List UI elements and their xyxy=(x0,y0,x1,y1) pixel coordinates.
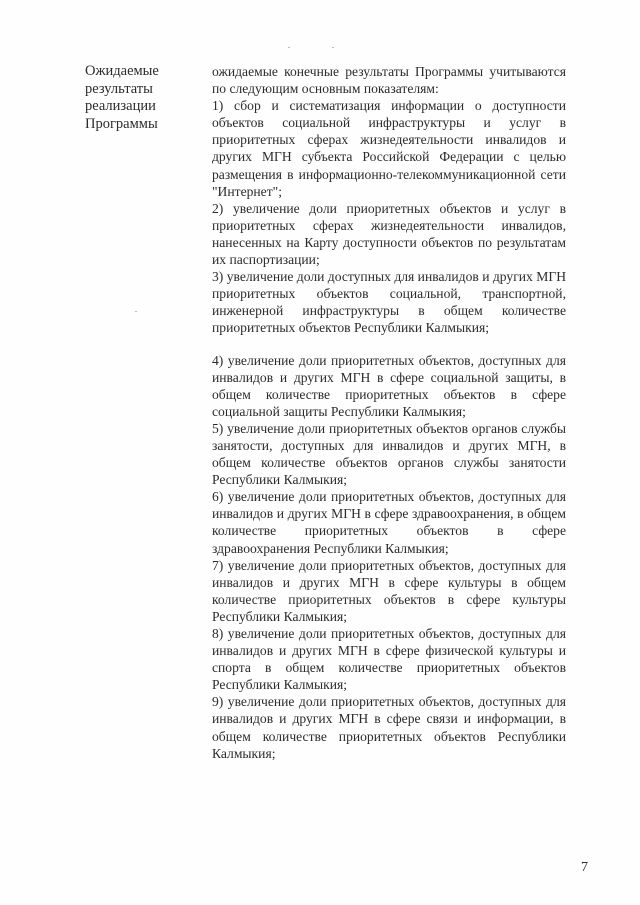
indicator-item-5: 5) увеличение доли приоритетных объектов органов службы занятости, доступных для инвалидов и других МГН, в общем количестве объектов органов службы занятости Республики Калмыкия; xyxy=(212,420,566,488)
section-label-line: Программы xyxy=(85,115,158,132)
intro-paragraph: ожидаемые конечные результаты Программы учитываются по следующим основным показателям: xyxy=(212,64,566,97)
section-label xyxy=(85,63,185,133)
indicator-item-1: 1) сбор и систематизация информации о доступности объектов социальной инфраструктуры и услуг в приоритетных сферах жизнедеятельности инвалидов и других МГН субъекта Российской Федерации с целью размещения в информационно-телекоммуникационной сети "Интернет"; xyxy=(212,98,566,199)
section-content xyxy=(212,63,566,762)
scan-speck xyxy=(288,47,290,48)
section-label-line: результаты xyxy=(85,80,153,97)
section-label-line: Ожидаемые xyxy=(85,63,159,79)
scan-speck xyxy=(332,47,334,48)
indicator-item-8: 8) увеличение доли приоритетных объектов, доступных для инвалидов и других МГН в сфере физической культуры и спорта в общем количестве приоритетных объектов Республики Калмыкия; xyxy=(212,626,566,693)
paragraph-gap xyxy=(212,337,566,352)
indicator-item-2: 2) увеличение доли приоритетных объектов и услуг в приоритетных сферах жизнедеятельности инвалидов, нанесенных на Карту доступности объектов по результатам их паспортизации; xyxy=(212,200,566,268)
indicator-item-3: 3) увеличение доли доступных для инвалидов и других МГН приоритетных объектов социальной, транспортной, инженерной инфраструктуры в общем количестве приоритетных объектов Республики Калмыкия; xyxy=(212,269,567,336)
section-label-line: реализации xyxy=(85,98,156,114)
indicator-item-4: 4) увеличение доли приоритетных объектов, доступных для инвалидов и других МГН в сфере социальной защиты, в общем количестве приоритетных объектов в сфере социальной защиты Республики Калмыкия; xyxy=(212,352,566,419)
page-number: 7 xyxy=(581,860,588,875)
scan-speck xyxy=(135,311,137,312)
indicator-item-6: 6) увеличение доли приоритетных объектов, доступных для инвалидов и других МГН в сфере здравоохранения, в общем количестве приоритетных объектов в сфере здравоохранения Республики Калмыкия; xyxy=(212,489,566,556)
indicator-item-9: 9) увеличение доли приоритетных объектов, доступных для инвалидов и других МГН в сфере связи и информации, в общем количестве приоритетных объектов Республики Калмыкия; xyxy=(212,694,566,761)
indicator-item-7: 7) увеличение доли приоритетных объектов, доступных для инвалидов и других МГН в сфере культуры в общем количестве приоритетных объектов в сфере культуры Республики Калмыкия; xyxy=(212,557,566,624)
